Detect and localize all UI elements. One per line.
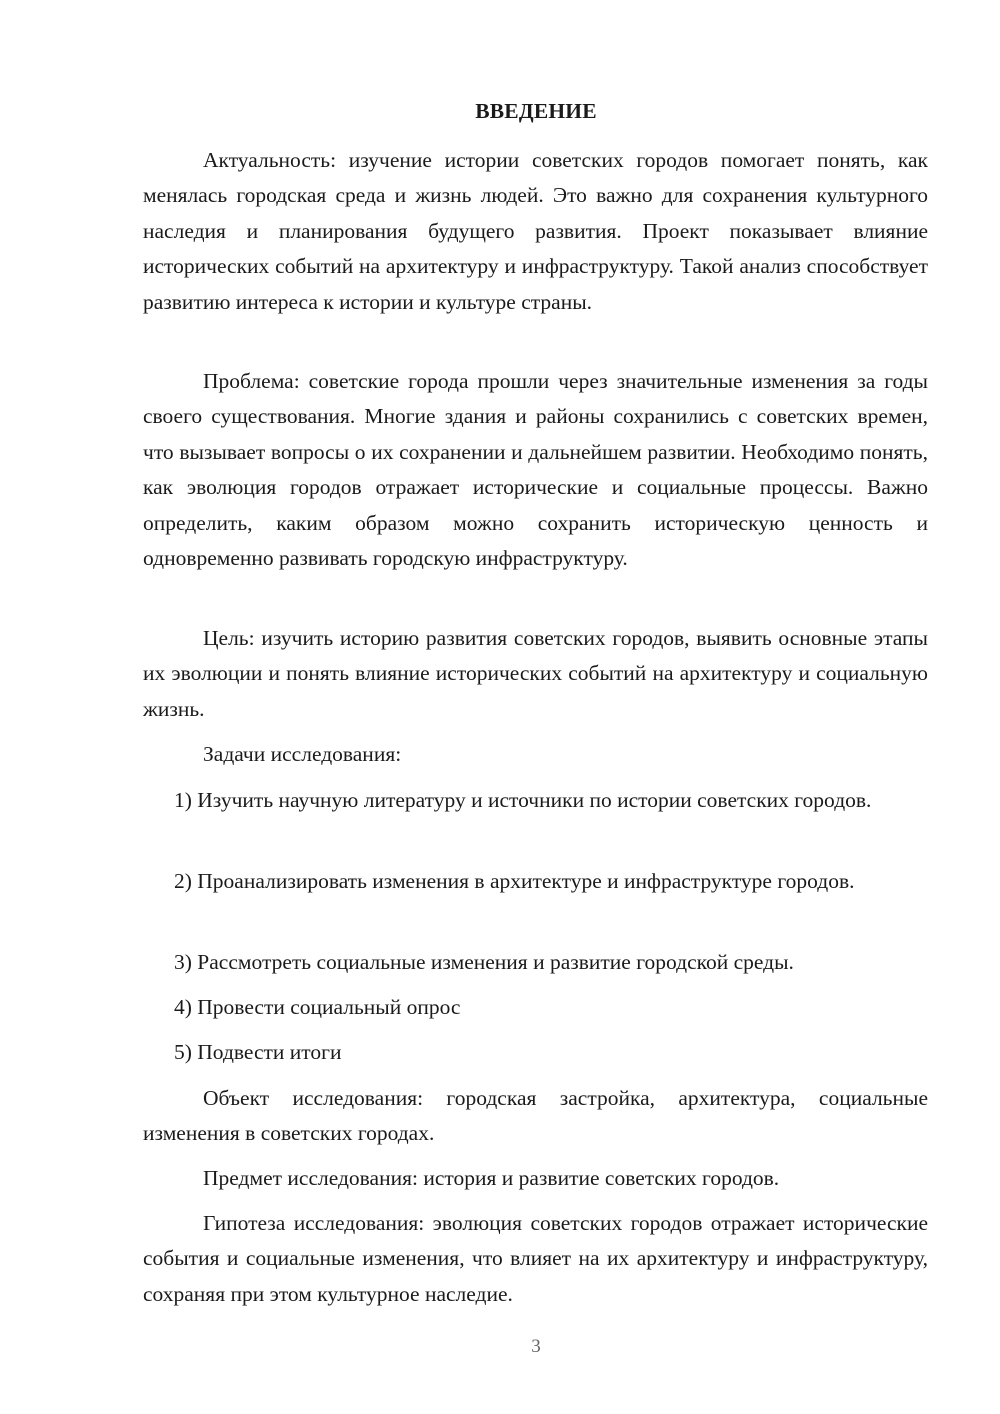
task-item-2: 2) Проанализировать изменения в архитектуре и инфраструктуре городов. [174, 869, 855, 893]
page-number: 3 [531, 1336, 541, 1357]
section-title: ВВЕДЕНИЕ [475, 99, 597, 123]
subject-paragraph: Предмет исследования: история и развитие советских городов. [203, 1166, 780, 1190]
problem-paragraph: Проблема: советские города прошли через значительные изменения за годы своего существования. Многие здания и районы сохранились с советских времен, что вызывает вопросы о их сохранении и дальнейшем развитии. Необходимо понять, как эволюция городов отражает исторические и социальные процессы. Важно определить, каким образом можно сохранить историческую ценность и одновременно развивать городскую инфраструктуру. [143, 369, 928, 571]
goal-paragraph: Цель: изучить историю развития советских городов, выявить основные этапы их эволюции и понять влияние исторических событий на архитектуру и социальную жизнь. [143, 626, 928, 721]
task-item-3: 3) Рассмотреть социальные изменения и развитие городской среды. [174, 950, 794, 974]
tasks-heading: Задачи исследования: [203, 742, 402, 766]
relevance-paragraph: Актуальность: изучение истории советских городов помогает понять, как менялась городская среда и жизнь людей. Это важно для сохранения культурного наследия и планирования будущего развития. Проект показывает влияние исторических событий на архитектуру и инфраструктуру. Такой анализ способствует развитию интереса к истории и культуре страны. [143, 148, 928, 314]
task-item-5: 5) Подвести итоги [174, 1040, 342, 1064]
hypothesis-paragraph: Гипотеза исследования: эволюция советских городов отражает исторические события и социальные изменения, что влияет на их архитектуру и инфраструктуру, сохраняя при этом культурное наследие. [143, 1211, 928, 1306]
task-item-4: 4) Провести социальный опрос [174, 995, 461, 1019]
object-paragraph: Объект исследования: городская застройка, архитектура, социальные изменения в советских городах. [143, 1086, 928, 1146]
task-item-1: 1) Изучить научную литературу и источники по истории советских городов. [174, 788, 872, 812]
